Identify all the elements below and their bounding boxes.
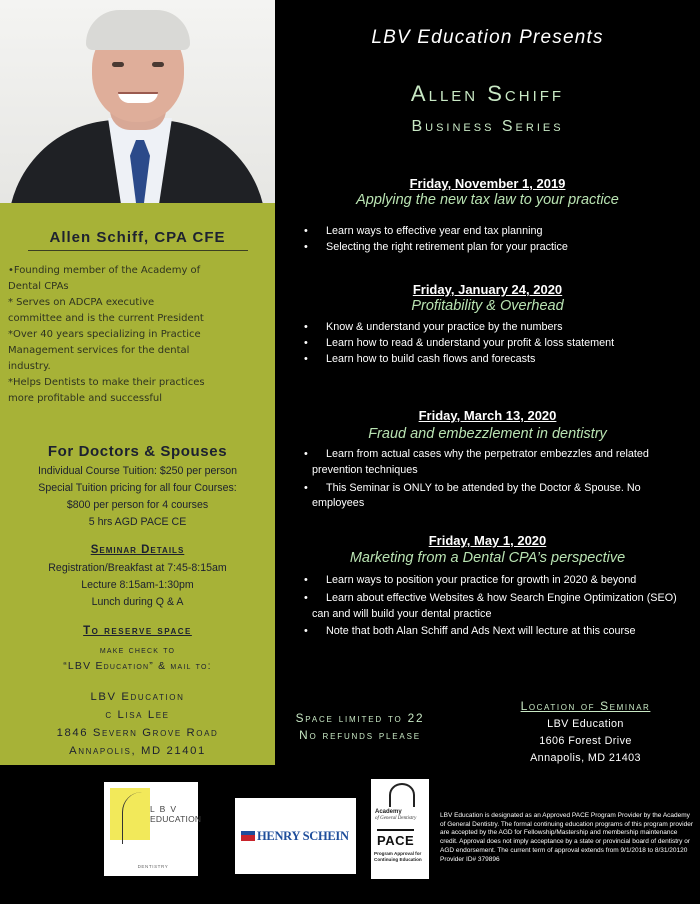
henry-schein-wordmark: HENRY SCHEIN — [257, 829, 349, 843]
series-presenter-name: Allen Schiff — [410, 81, 565, 106]
agd-text: Academy — [375, 809, 402, 815]
presenter-photo — [0, 0, 275, 203]
bio-line: Dental CPAs — [8, 281, 69, 292]
session-date: Friday, January 24, 2020 — [412, 282, 563, 297]
session-bullet: • Selecting the right retirement plan for your practice — [304, 240, 568, 253]
pricing-line: 5 hrs AGD PACE CE — [88, 516, 187, 528]
photo-mouth — [118, 92, 158, 103]
lbv-logo-mark — [122, 792, 145, 844]
location-line: LBV Education — [547, 718, 624, 730]
presenter-name: Allen Schiff, CPA CFE — [49, 229, 226, 246]
session-bullet: • Learn how to read & understand your profit & loss statement — [304, 336, 615, 349]
agd-pace-logo — [371, 779, 429, 879]
session-bullet: • Note that both Alan Schiff and Ads Next will lecture at this course — [304, 625, 636, 638]
address-line: Annapolis, MD 21401 — [69, 745, 206, 757]
space-limited-notice — [280, 710, 440, 744]
session-date: Friday, May 1, 2020 — [428, 533, 547, 548]
pricing-line: $800 per person for 4 courses — [66, 499, 209, 511]
details-line: Lecture 8:15am-1:30pm — [81, 579, 194, 591]
henry-schein-logo — [235, 798, 356, 874]
address-line: c Lisa Lee — [105, 709, 170, 721]
session-bullet: • Learn how to build cash flows and forecasts — [304, 352, 536, 365]
session-bullet: • This Seminar is ONLY to be attended by the Doctor & Spouse. No employees — [304, 481, 641, 510]
notice-line: No refunds please — [299, 728, 421, 742]
lbv-logo-subtext: DENTISTRY — [137, 864, 169, 869]
bio-line: •Founding member of the Academy of — [8, 265, 201, 276]
series-title: Business Series — [411, 118, 564, 135]
details-line: Lunch during Q & A — [91, 596, 184, 608]
location-line: Annapolis, MD 21403 — [530, 752, 641, 764]
session-bullet: • Learn about effective Websites & how Search Engine Optimization (SEO) can and will build your dental practice — [304, 591, 677, 620]
pricing-line: Special Tuition pricing for all four Courses: — [38, 482, 237, 494]
session-date: Friday, March 13, 2020 — [418, 408, 557, 423]
reserve-title: To reserve space — [83, 625, 192, 637]
bio-line: industry. — [8, 361, 51, 372]
presenter-bio — [8, 263, 270, 407]
session-bullet: • Know & understand your practice by the numbers — [304, 321, 563, 333]
address-line: LBV Education — [90, 691, 185, 703]
photo-eye-right — [152, 62, 164, 67]
pricing-line: Individual Course Tuition: $250 per person — [37, 465, 238, 477]
session-topic: Fraud and embezzlement in dentistry — [368, 426, 607, 442]
bio-line: *Over 40 years specializing in Practice — [8, 329, 201, 340]
session-bullets — [304, 573, 682, 640]
session-bullets — [304, 447, 682, 512]
photo-hair — [86, 10, 190, 50]
notice-line: Space limited to 22 — [295, 711, 425, 725]
accreditation-note: LBV Education is designated as an Approved PACE Program Provider by the Academy of General Dentistry. The formal continuing education programs of this program provider are accepted by the AGD for Fellowship/Mastership and membership maintenance credit. Approval does not imply acceptance by a state or provincial board of dentistry or AGD endorsement. The current term of approval extends from 9/1/2018 to 8/31/20120 Provider ID# 379896 — [440, 812, 694, 863]
photo-eye-left — [112, 62, 124, 67]
lbv-education-logo — [104, 782, 202, 876]
pricing-lines — [0, 463, 275, 531]
session-date: Friday, November 1, 2019 — [409, 176, 566, 191]
bio-line: committee and is the current President — [8, 313, 204, 324]
reserve-line-2: “LBV Education” & mail to: — [63, 660, 212, 672]
session-bullet: • Learn from actual cases why the perpetrator embezzles and related prevention techniques — [304, 448, 649, 476]
agd-text: of General Dentistry — [375, 816, 417, 821]
seminar-details-lines — [0, 560, 275, 611]
session-topic: Applying the new tax law to your practice — [356, 192, 619, 208]
session-bullets — [304, 320, 682, 367]
pricing-title: For Doctors & Spouses — [47, 443, 228, 460]
henry-schein-flag-stripe — [241, 831, 255, 835]
session-bullet: • Learn ways to position your practice for growth in 2020 & beyond — [304, 574, 637, 586]
lbv-logo-text: L B V — [150, 804, 178, 814]
mailing-address — [0, 688, 275, 760]
agd-arch-icon — [389, 783, 415, 807]
location-line: 1606 Forest Drive — [539, 735, 632, 747]
details-line: Registration/Breakfast at 7:45-8:15am — [48, 562, 227, 574]
presents-heading: LBV Education Presents — [371, 27, 604, 48]
session-topic: Profitability & Overhead — [411, 298, 564, 314]
address-line: 1846 Severn Grove Road — [56, 727, 219, 739]
bio-line: * Serves on ADCPA executive — [8, 297, 155, 308]
session-bullet: • Learn ways to effective year end tax planning — [304, 225, 543, 237]
agd-pace-mark: PACE — [377, 829, 414, 848]
location-address — [473, 716, 698, 767]
seminar-details-title: Seminar Details — [90, 544, 185, 556]
bio-line: *Helps Dentists to make their practices — [8, 377, 205, 388]
reserve-line-1: make check to — [99, 644, 176, 656]
agd-text: Program Approval for Continuing Education — [374, 851, 422, 862]
lbv-logo-text: EDUCATION — [150, 814, 202, 824]
presenter-name-divider — [28, 250, 248, 251]
session-topic: Marketing from a Dental CPA’s perspective — [349, 550, 626, 566]
location-title: Location of Seminar — [520, 699, 651, 713]
session-bullets — [304, 224, 682, 256]
bio-line: Management services for the dental — [8, 345, 190, 356]
bio-line: more profitable and successful — [8, 393, 162, 404]
